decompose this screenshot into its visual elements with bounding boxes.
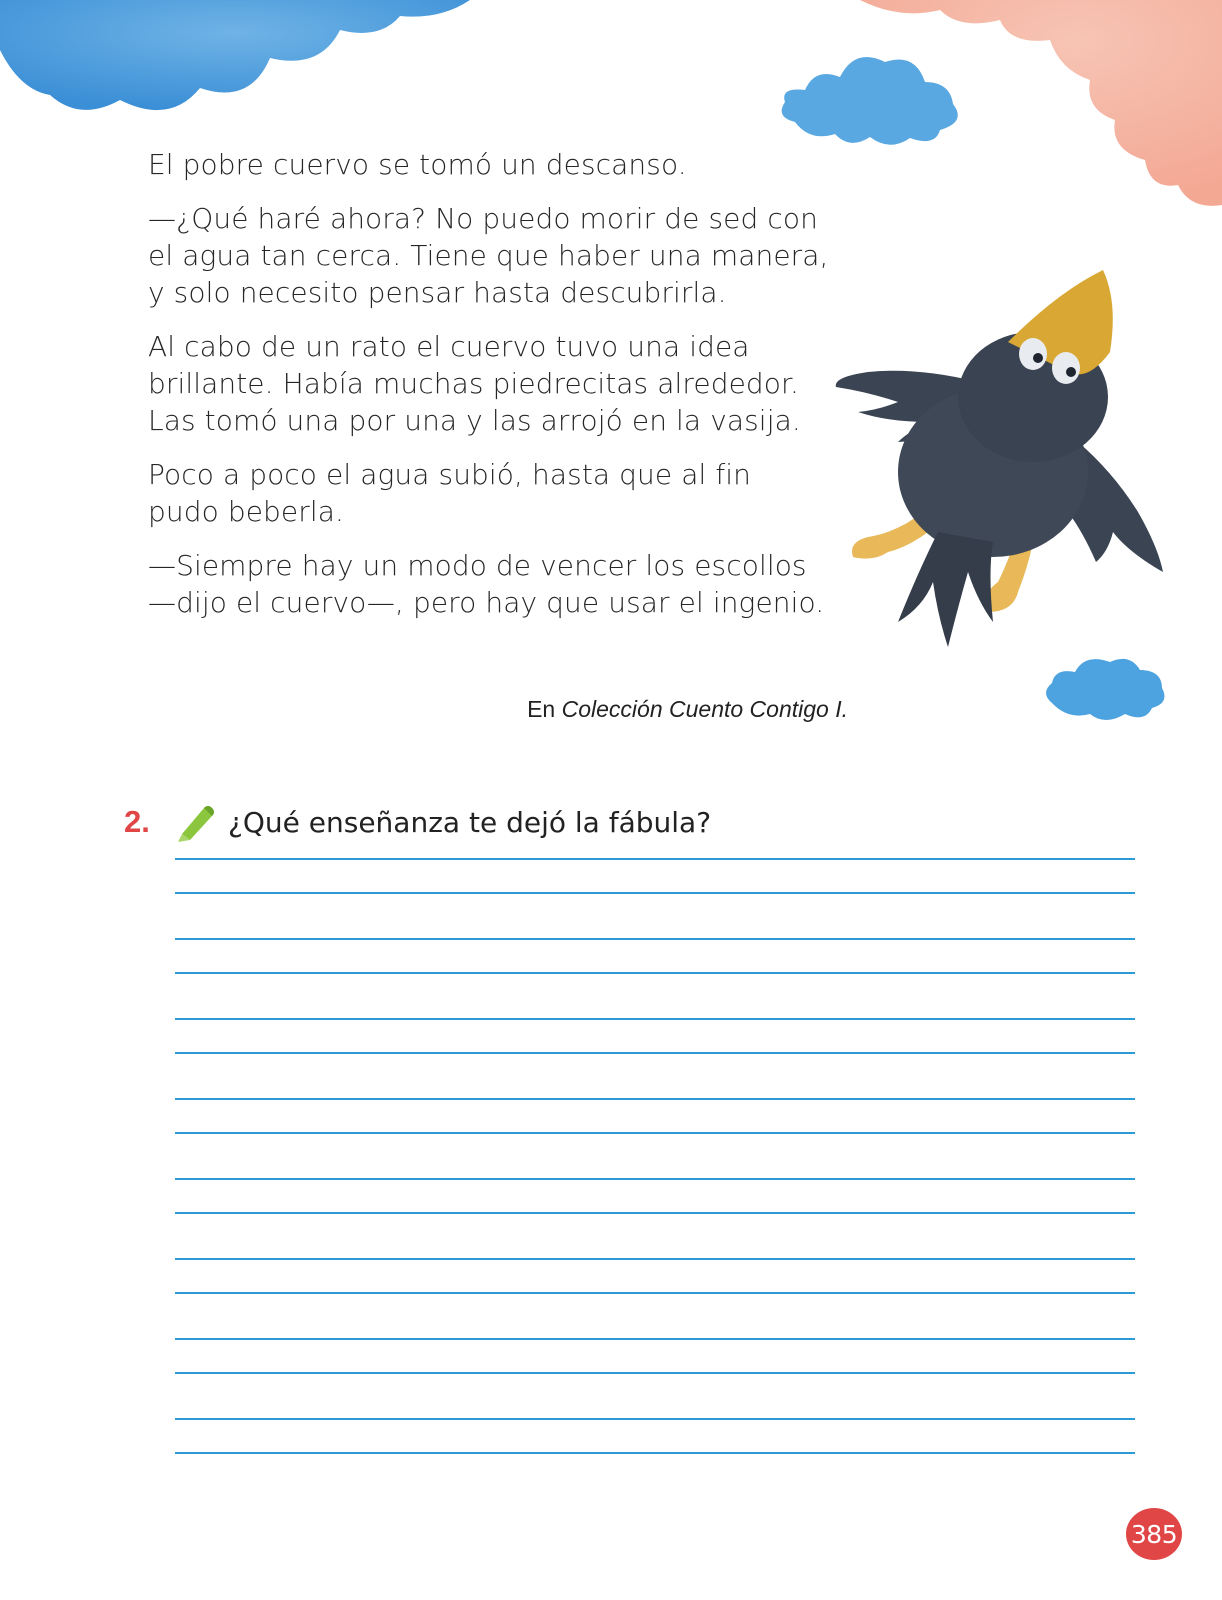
source-citation bbox=[430, 696, 848, 723]
writing-line bbox=[175, 972, 1135, 974]
writing-line bbox=[175, 1258, 1135, 1260]
question-2 bbox=[124, 800, 711, 844]
writing-line bbox=[175, 1052, 1135, 1054]
question-text: ¿Qué enseñanza te dejó la fábula? bbox=[228, 805, 712, 839]
question-number: 2. bbox=[124, 804, 150, 839]
story-paragraph: El pobre cuervo se tomó un descanso. bbox=[148, 148, 687, 181]
writing-line bbox=[175, 1292, 1135, 1294]
writing-line bbox=[175, 1098, 1135, 1100]
writing-line bbox=[175, 1212, 1135, 1214]
story-text bbox=[148, 146, 868, 638]
writing-line bbox=[175, 1132, 1135, 1134]
writing-line bbox=[175, 892, 1135, 894]
source-title: Colección Cuento Contigo I. bbox=[561, 696, 848, 722]
story-paragraph: —Siempre hay un modo de vencer los escollos —dijo el cuervo—, pero hay que usar el ingenio. bbox=[148, 549, 825, 619]
writing-line bbox=[175, 1338, 1135, 1340]
writing-line bbox=[175, 1418, 1135, 1420]
blue-cloud-small-bottom bbox=[1040, 648, 1170, 726]
writing-line bbox=[175, 858, 1135, 860]
story-paragraph: —¿Qué haré ahora? No puedo morir de sed con el agua tan cerca. Tiene que haber una manera, y solo necesito pensar hasta descubrirla. bbox=[148, 202, 829, 309]
writing-line bbox=[175, 1452, 1135, 1454]
blue-cloud-top-left bbox=[0, 0, 480, 130]
pencil-icon bbox=[174, 800, 218, 844]
writing-line bbox=[175, 938, 1135, 940]
story-paragraph: Poco a poco el agua subió, hasta que al fin pudo beberla. bbox=[148, 458, 752, 528]
blue-cloud-small-top bbox=[775, 42, 965, 152]
writing-line bbox=[175, 1018, 1135, 1020]
crow-illustration bbox=[828, 262, 1173, 657]
story-paragraph: Al cabo de un rato el cuervo tuvo una idea brillante. Había muchas piedrecitas alrededor. Las tomó una por una y las arrojó en la vasija. bbox=[148, 330, 801, 437]
source-prefix: En bbox=[527, 696, 562, 722]
writing-line bbox=[175, 1372, 1135, 1374]
writing-line bbox=[175, 1178, 1135, 1180]
page-number: 385 bbox=[1126, 1508, 1182, 1560]
